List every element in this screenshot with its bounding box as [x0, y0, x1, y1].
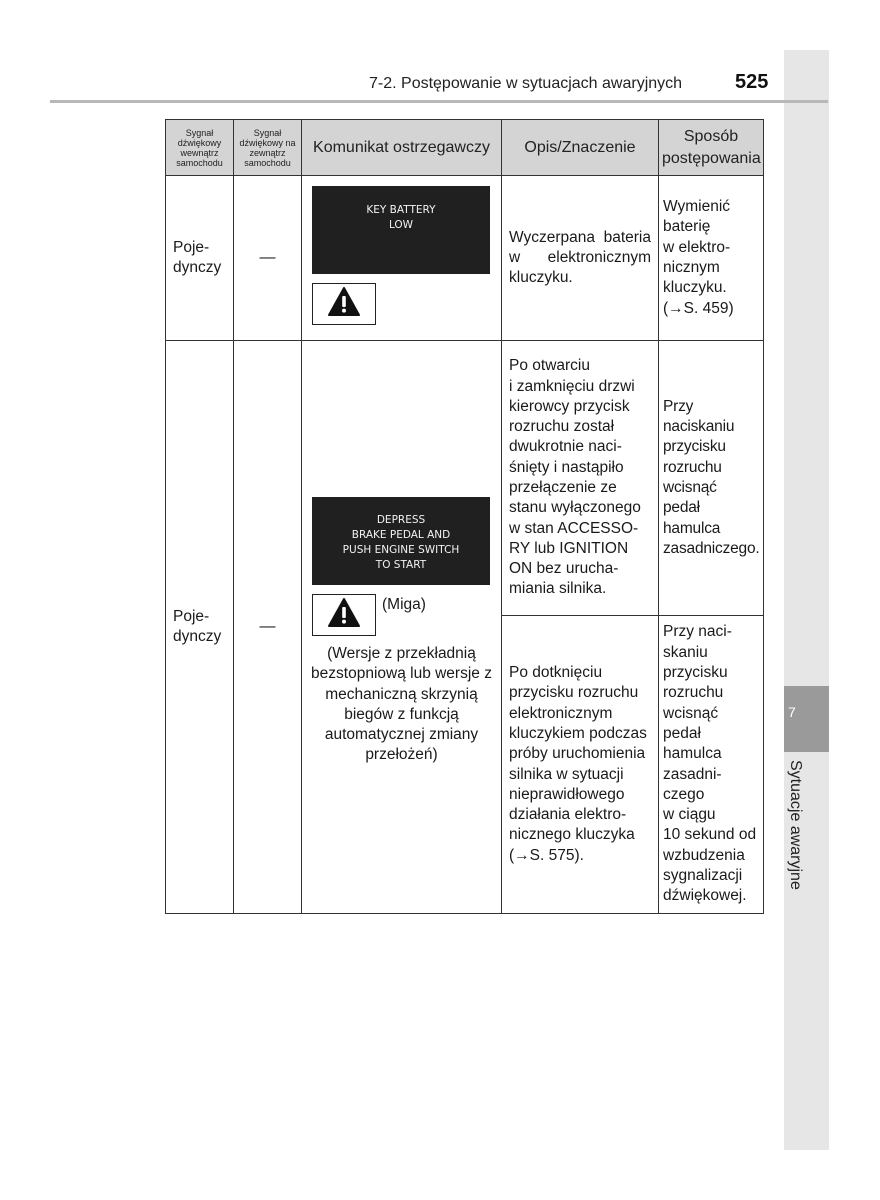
warning-light [312, 594, 376, 636]
action-text: Wymienić baterię w elektro- nicznym kluczyku. (→S. 459) [663, 198, 734, 317]
external-signal-cell [234, 176, 302, 341]
lcd-message-text: KEY BATTERY LOW [366, 204, 436, 231]
table-row [166, 341, 764, 616]
warning-triangle-icon [327, 286, 361, 323]
header-description: Opis/Znaczenie [502, 120, 659, 176]
warning-table [165, 119, 764, 914]
description-text: Wyczerpana bateria w elektronicznym kluczyku. [509, 228, 651, 287]
side-strip [784, 50, 829, 1150]
header-external-signal: Sygnał dźwiękowy na zewnątrz samochodu [234, 120, 302, 176]
header-rule [50, 100, 828, 103]
lcd-message-text: DEPRESS BRAKE PEDAL AND PUSH ENGINE SWITCH TO START [342, 514, 460, 571]
chapter-title: Sytuacje awaryjne [787, 760, 804, 890]
lcd-display [312, 186, 490, 274]
external-signal-text: — [259, 617, 276, 635]
action-cell [659, 176, 764, 341]
internal-signal-text: Poje- dynczy [173, 607, 222, 645]
external-signal-cell [234, 341, 302, 914]
description-cell [502, 341, 659, 616]
internal-signal-cell [166, 341, 234, 914]
action-text: Przy naciskaniu przycisku rozruchu wcisnąć pedał hamulca zasadniczego. [663, 397, 760, 557]
action-text: Przy naci- skaniu przycisku rozruchu wcisnąć pedał hamulca zasadni- czego w ciągu 10 sekund od wzbudzenia sygnalizacji dźwiękowej. [663, 623, 757, 905]
header-internal-signal: Sygnał dźwiękowy wewnątrz samochodu [166, 120, 234, 176]
section-title: 7-2. Postępowanie w sytuacjach awaryjnych [369, 75, 683, 92]
page-number: 525 [735, 71, 769, 93]
description-text: Po dotknięciu przycisku rozruchu elektronicznym kluczykiem podczas próby uruchomienia silnika w sytuacji nieprawidłowego działania elektro- nicznego kluczyka (→S. 575). [509, 664, 647, 864]
warning-triangle-icon [327, 597, 361, 634]
message-cell [302, 176, 502, 341]
external-signal-text: — [259, 248, 276, 266]
internal-signal-cell [166, 176, 234, 341]
description-cell [502, 616, 659, 914]
blink-label: (Miga) [382, 596, 426, 613]
action-cell [659, 341, 764, 616]
warning-light [312, 283, 376, 325]
description-text: Po otwarciu i zamknięciu drzwi kierowcy przycisk rozruchu został dwukrotnie naci- śnięty i nastąpiło przełączenie ze stanu wyłączonego w stan ACCESSO- RY lub IGNITION ON bez urucha- miania silnika. [509, 357, 641, 598]
action-cell [659, 616, 764, 914]
lcd-display [312, 497, 490, 585]
header-action: Sposób postępowania [659, 120, 764, 176]
chapter-number: 7 [788, 704, 796, 720]
version-note: (Wersje z przekładnią bezstopniową lub wersje z mechaniczną skrzynią biegów z funkcją automatycznej zmiany przełożeń) [311, 645, 492, 764]
internal-signal-text: Poje- dynczy [173, 238, 222, 276]
table-header-row [166, 120, 764, 176]
table-row [166, 176, 764, 341]
description-cell [502, 176, 659, 341]
message-cell [302, 341, 502, 914]
header-message: Komunikat ostrzegawczy [302, 120, 502, 176]
